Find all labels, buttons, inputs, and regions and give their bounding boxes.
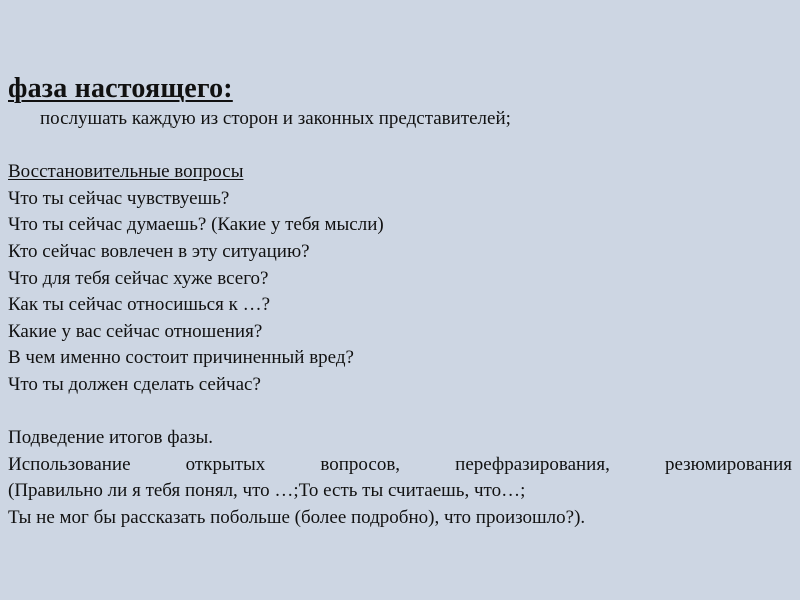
question-item: Кто сейчас вовлечен в эту ситуацию? (8, 240, 310, 262)
questions-heading: Восстановительные вопросы (8, 161, 244, 183)
summary-line: Использование открытых вопросов, перефразирования, резюмирования (8, 453, 792, 475)
spacer (8, 399, 792, 426)
summary-line: Ты не мог бы рассказать побольше (более подробно), что произошло?). (8, 506, 586, 528)
question-item: Какие у вас сейчас отношения? (8, 320, 263, 342)
question-item: В чем именно состоит причиненный вред? (8, 347, 354, 369)
question-item: Что ты сейчас чувствуешь? (8, 187, 230, 209)
question-item: Что для тебя сейчас хуже всего? (8, 267, 269, 289)
question-item: Что ты должен сделать сейчас? (8, 373, 261, 395)
question-item: Что ты сейчас думаешь? (Какие у тебя мысли) (8, 214, 384, 236)
question-item: Как ты сейчас относишься к …? (8, 294, 271, 316)
spacer (8, 133, 792, 160)
summary-line: (Правильно ли я тебя понял, что …;То есть ты считаешь, что…; (8, 480, 526, 502)
summary-heading: Подведение итогов фазы. (8, 427, 214, 449)
slide-title: фаза настоящего: (8, 73, 233, 104)
intro-text: послушать каждую из сторон и законных представителей; (40, 108, 511, 129)
